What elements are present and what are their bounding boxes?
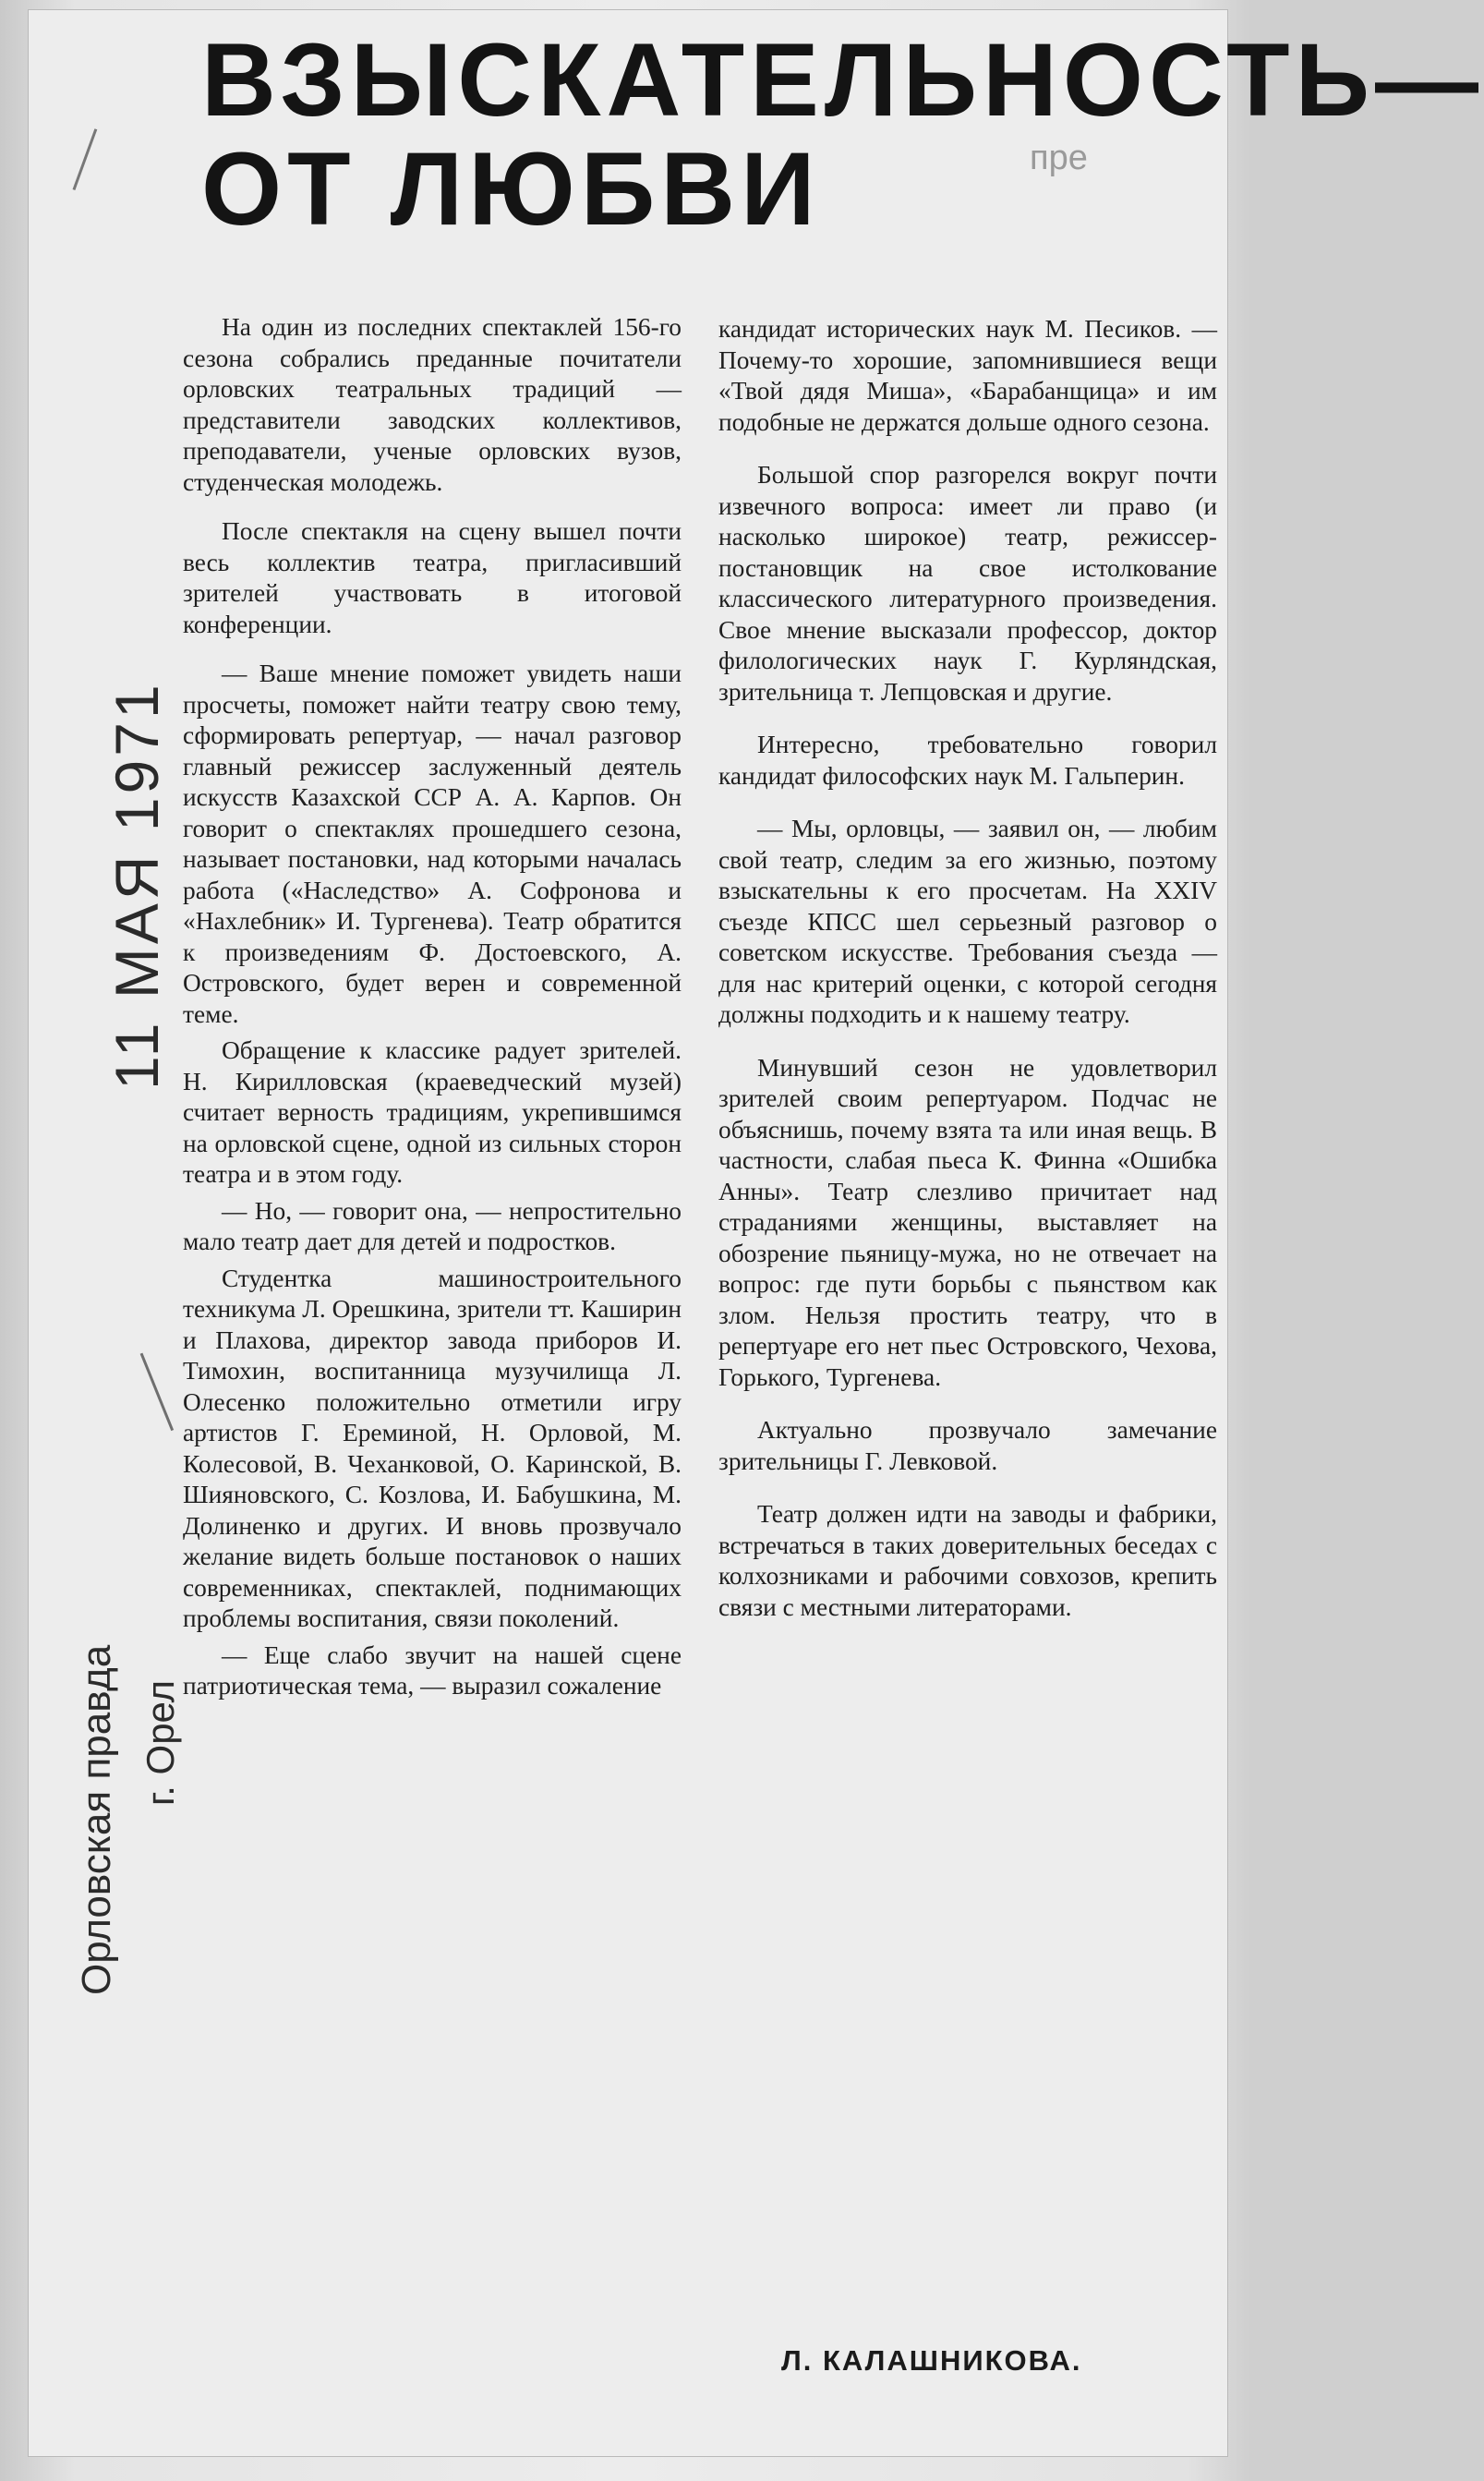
paragraph: Большой спор разгорелся вокруг почти извечного вопроса: имеет ли право (и насколько широкое) театр, режиссер-постановщик на свое истолкование классического литературного произведения. Свое мнение высказали профессор, доктор филологических наук Г. Курляндская, зрительница т. Лепцовская и другие. (718, 461, 1217, 706)
paragraph: После спектакля на сцену вышел почти весь коллектив театра, пригласивший зрителей участвовать в итоговой конференции. (183, 517, 682, 638)
newspaper-name: Орловская правда (74, 1644, 119, 1995)
article-column-left (183, 312, 682, 1708)
paragraph: — Но, — говорит она, — непростительно мало театр дает для детей и подростков. (183, 1196, 682, 1255)
paragraph: Обращение к классике радует зрителей. Н. Кирилловская (краеведческий музей) считает верность традициям, укрепившимся на орловской сцене, одной из сильных сторон театра и в этом году. (183, 1036, 682, 1188)
article-column-right (718, 314, 1217, 1628)
paragraph: Студентка машиностроительного техникума Л. Орешкина, зрители тт. Каширин и Плахова, директор завода приборов И. Тимохин, воспитанница музучилища Л. Олесенко положительно отметили игру артистов Г. Ереминой, Н. Орловой, М. Колесовой, В. Чеханковой, О. Каринской, В. Шияновского, С. Козлова, И. Бабушкина, М. Долиненко и других. И вновь прозвучало желание видеть больше постановок о наших современниках, спектаклей, поднимающих проблемы воспитания, связи поколений. (183, 1264, 682, 1632)
paragraph: На один из последних спектаклей 156-го сезона собрались преданные почитатели орловских театральных традиций — представители заводских коллективов, преподаватели, ученые орловских вузов, студенческая молодежь. (183, 313, 682, 496)
paragraph: Интересно, требовательно говорил кандидат философских наук М. Гальперин. (718, 731, 1217, 790)
paragraph: — Мы, орловцы, — заявил он, — любим свой театр, следим за его жизнью, поэтому взыскательны к его просчетам. На XXIV съезде КПСС шел серьезный разговор о советском искусстве. Требования съезда — для нас критерий оценки, с которой сегодня должны подходить и к нашему театру. (718, 815, 1217, 1028)
paragraph: Театр должен идти на заводы и фабрики, встречаться в таких доверительных беседах с колхозниками и рабочими совхозов, крепить связи с местными литераторами. (718, 1500, 1217, 1621)
paragraph: — Ваше мнение поможет увидеть наши просчеты, поможет найти театру свою тему, сформировать репертуар, — начал разговор главный режиссер заслуженный деятель искусств Казахской ССР А. А. Карпов. Он говорит о спектаклях прошедшего сезона, называет постановки, над которыми началась работа («Наследство» А. Софронова и «Нахлебник» И. Тургенева). Театр обратится к произведениям Ф. Достоевского, А. Островского, будет верен и современной теме. (183, 660, 682, 1028)
article-headline (201, 22, 1484, 247)
paragraph: — Еще слабо звучит на нашей сцене патриотическая тема, — выразил сожаление (183, 1640, 682, 1700)
headline-line-2: ОТ ЛЮБВИ (201, 131, 821, 247)
paragraph: кандидат исторических наук М. Песиков. — Почему-то хорошие, запомнившиеся вещи «Твой дядя Миша», «Барабанщица» и им подобные не держатся дольше одного сезона. (718, 315, 1217, 436)
paragraph: Минувший сезон не удовлетворил зрителей своим репертуаром. Подчас не объяснишь, почему взята та или иная вещь. В частности, слабая пьеса К. Финна «Ошибка Анны». Театр слезливо причитает над страданиями женщины, выставляет на обозрение пьяницу-мужа, но не отвечает на вопрос: где пути борьбы с пьянством как злом. Нельзя простить театру, что в репертуаре его нет пьес Островского, Чехова, Горького, Тургенева. (718, 1053, 1217, 1391)
author-signature: Л. КАЛАШНИКОВА. (781, 2344, 1082, 2377)
headline-line-1: ВЗЫСКАТЕЛЬНОСТЬ— (201, 22, 1484, 138)
newspaper-city: г. Орел (139, 1679, 182, 1806)
date-stamp: 11 МАЯ 1971 (103, 681, 171, 1090)
paragraph: Актуально прозвучало замечание зрительницы Г. Левковой. (718, 1416, 1217, 1475)
faded-bleedthrough-mark: пре (1030, 139, 1088, 177)
